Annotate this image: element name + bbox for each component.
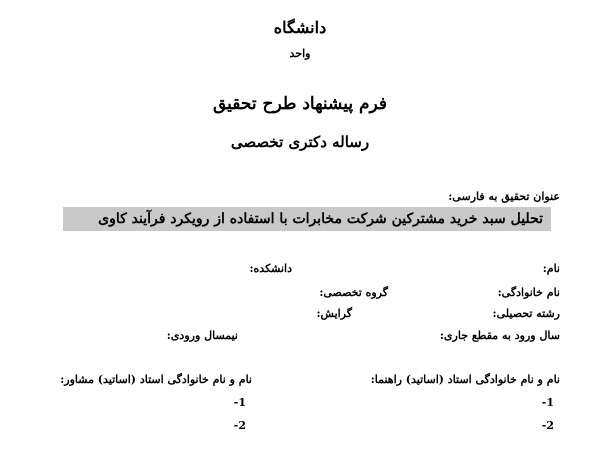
dissertation-type: رساله دکتری تخصصی	[230, 133, 370, 151]
supervisors-label: نام و نام خانوادگی استاد (اساتید) راهنما:	[370, 373, 560, 386]
consultant-item-1: 1-	[233, 396, 246, 409]
form-title: فرم پیشنهاد طرح تحقیق	[212, 94, 388, 114]
orientation-field-label: گرایش:	[316, 307, 352, 320]
consultant-item-2: 2-	[233, 419, 246, 432]
major-field-label: رشته تحصیلی:	[492, 307, 560, 320]
faculty-field-label: دانشکده:	[249, 262, 292, 275]
supervisor-item-2: 2-	[541, 419, 554, 432]
entry-semester-field-label: نیمسال ورودی:	[166, 329, 238, 342]
research-title-label: عنوان تحقیق به فارسی:	[448, 190, 560, 203]
supervisor-item-1: 1-	[541, 396, 554, 409]
unit-heading: واحد	[289, 47, 311, 60]
consultants-label: نام و نام خانوادگی استاد (اساتید) مشاور:	[60, 373, 252, 386]
university-heading: دانشگاه	[273, 18, 327, 37]
family-name-field-label: نام خانوادگی:	[497, 286, 560, 299]
research-title-box	[63, 207, 551, 231]
research-title-value: تحلیل سبد خرید مشترکین شرکت مخابرات با استفاده از رویکرد فرآیند کاوی	[98, 211, 543, 227]
entry-year-field-label: سال ورود به مقطع جاری:	[439, 329, 560, 342]
department-field-label: گروه تخصصی:	[319, 286, 388, 299]
name-field-label: نام:	[542, 262, 560, 275]
